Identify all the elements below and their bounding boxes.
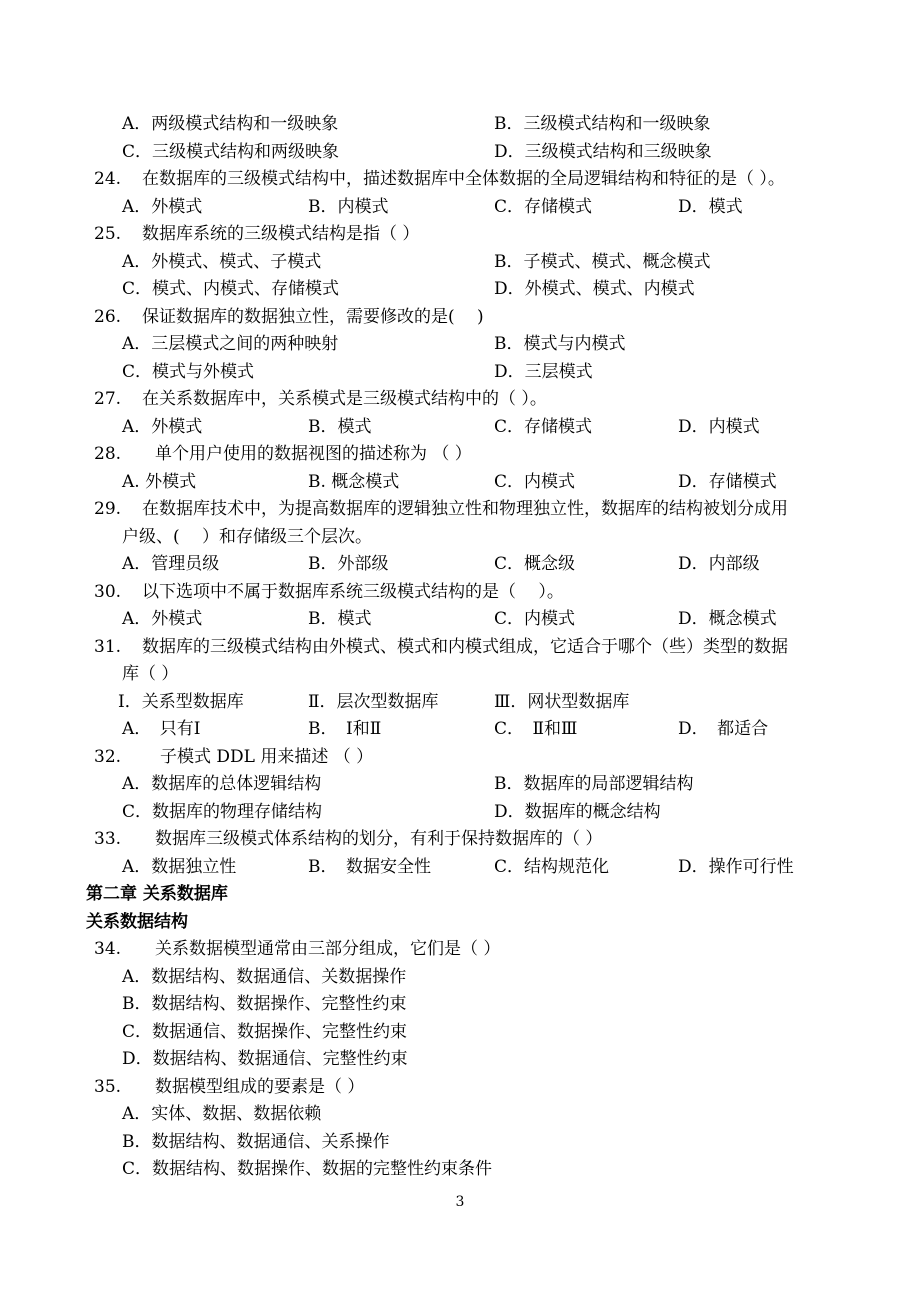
- q29-number: 29.: [94, 499, 122, 519]
- q27-option-d: D．内模式: [678, 417, 760, 437]
- q31-item-1: Ⅰ．关系型数据库: [118, 692, 244, 712]
- q25-option-b: B．子模式、模式、概念模式: [494, 252, 711, 272]
- q35-option-b: B．数据结构、数据通信、关系操作: [122, 1132, 390, 1152]
- q32-option-a: A．数据库的总体逻辑结构: [122, 774, 322, 794]
- q34-text: 关系数据模型通常由三部分组成，它们是（ ）: [155, 939, 501, 959]
- q29-option-c: C．概念级: [494, 554, 576, 574]
- q35-option-c: C．数据结构、数据操作、数据的完整性约束条件: [122, 1159, 493, 1179]
- q23-option-a: A．两级模式结构和一级映象: [122, 114, 339, 134]
- q26-option-d: D．三层模式: [494, 362, 593, 382]
- q24-option-c: C．存储模式: [494, 197, 593, 217]
- q33-option-c: C．结构规范化: [494, 857, 610, 877]
- q35-text: 数据模型组成的要素是（ ）: [155, 1077, 365, 1097]
- q26-option-b: B．模式与内模式: [494, 334, 626, 354]
- q26-option-a: A．三层模式之间的两种映射: [122, 334, 339, 354]
- q24-option-a: A．外模式: [122, 197, 203, 217]
- q34-option-a: A．数据结构、数据通信、关数据操作: [122, 967, 407, 987]
- q28-option-b: B. 概念模式: [308, 472, 400, 492]
- q29-text-line2: 户级、( ）和存储级三个层次。: [122, 527, 373, 547]
- q31-item-2: Ⅱ．层次型数据库: [308, 692, 439, 712]
- q35-option-a: A．实体、数据、数据依赖: [122, 1104, 322, 1124]
- q28-number: 28.: [94, 444, 122, 464]
- q26-number: 26.: [94, 307, 122, 327]
- q27-option-a: A．外模式: [122, 417, 203, 437]
- q33-option-a: A．数据独立性: [122, 857, 237, 877]
- q32-option-d: D．数据库的概念结构: [494, 802, 661, 822]
- chapter-title: 第二章 关系数据库: [86, 884, 228, 904]
- q28-option-d: D．存储模式: [678, 472, 777, 492]
- q27-option-b: B．模式: [308, 417, 372, 437]
- q34-option-d: D．数据结构、数据通信、完整性约束: [122, 1049, 408, 1069]
- q25-text: 数据库系统的三级模式结构是指（ ）: [142, 224, 420, 244]
- q23-option-b: B．三级模式结构和一级映象: [494, 114, 711, 134]
- q30-option-a: A．外模式: [122, 609, 203, 629]
- q34-option-c: C．数据通信、数据操作、完整性约束: [122, 1022, 408, 1042]
- q29-option-b: B．外部级: [308, 554, 389, 574]
- q28-option-c: C．内模式: [494, 472, 576, 492]
- q31-option-a: A． 只有Ⅰ: [122, 719, 201, 739]
- q28-text: 单个用户使用的数据视图的描述称为 （ ）: [155, 444, 472, 464]
- q26-text: 保证数据库的数据独立性，需要修改的是( ): [142, 307, 484, 327]
- q25-option-d: D．外模式、模式、内模式: [494, 279, 695, 299]
- q24-number: 24.: [94, 169, 122, 189]
- q31-option-d: D． 都适合: [678, 719, 769, 739]
- page-number: 3: [455, 1194, 465, 1210]
- q24-option-d: D．模式: [678, 197, 743, 217]
- q31-text-line2: 库（ ）: [122, 664, 179, 684]
- q26-option-c: C．模式与外模式: [122, 362, 255, 382]
- q31-number: 31.: [94, 637, 122, 657]
- q25-option-a: A．外模式、模式、子模式: [122, 252, 322, 272]
- q33-option-b: B． 数据安全性: [308, 857, 431, 877]
- q34-option-b: B．数据结构、数据操作、完整性约束: [122, 994, 407, 1014]
- q30-option-b: B．模式: [308, 609, 372, 629]
- q27-option-c: C．存储模式: [494, 417, 593, 437]
- q32-number: 32.: [94, 747, 122, 767]
- q33-option-d: D．操作可行性: [678, 857, 794, 877]
- q35-number: 35.: [94, 1077, 122, 1097]
- q23-option-d: D．三级模式结构和三级映象: [494, 142, 712, 162]
- q30-option-d: D．概念模式: [678, 609, 777, 629]
- q23-option-c: C．三级模式结构和两级映象: [122, 142, 340, 162]
- q30-number: 30.: [94, 582, 122, 602]
- q27-text: 在关系数据库中，关系模式是三级模式结构中的（ ）。: [142, 389, 547, 409]
- q32-option-c: C．数据库的物理存储结构: [122, 802, 323, 822]
- q34-number: 34.: [94, 939, 122, 959]
- q31-item-3: Ⅲ．网状型数据库: [494, 692, 630, 712]
- q24-text: 在数据库的三级模式结构中，描述数据库中全体数据的全局逻辑结构和特征的是（ ）。: [142, 169, 785, 189]
- q31-option-c: C． Ⅱ和Ⅲ: [494, 719, 578, 739]
- q29-text-line1: 在数据库技术中，为提高数据库的逻辑独立性和物理独立性，数据库的结构被划分成用: [142, 499, 788, 519]
- q24-option-b: B．内模式: [308, 197, 389, 217]
- q25-option-c: C．模式、内模式、存储模式: [122, 279, 340, 299]
- q30-option-c: C．内模式: [494, 609, 576, 629]
- section-title: 关系数据结构: [86, 912, 188, 932]
- q29-option-a: A．管理员级: [122, 554, 220, 574]
- q27-number: 27.: [94, 389, 122, 409]
- q31-text-line1: 数据库的三级模式结构由外模式、模式和内模式组成，它适合于哪个（些）类型的数据: [142, 637, 788, 657]
- q29-option-d: D．内部级: [678, 554, 760, 574]
- q33-number: 33.: [94, 829, 122, 849]
- q33-text: 数据库三级模式体系结构的划分，有利于保持数据库的（ ）: [155, 829, 603, 849]
- q32-text: 子模式 DDL 用来描述 （ ）: [160, 747, 374, 767]
- q32-option-b: B．数据库的局部逻辑结构: [494, 774, 694, 794]
- q28-option-a: A. 外模式: [122, 472, 197, 492]
- q25-number: 25.: [94, 224, 122, 244]
- q30-text: 以下选项中不属于数据库系统三级模式结构的是（ ）。: [142, 582, 564, 602]
- q31-option-b: B． Ⅰ和Ⅱ: [308, 719, 382, 739]
